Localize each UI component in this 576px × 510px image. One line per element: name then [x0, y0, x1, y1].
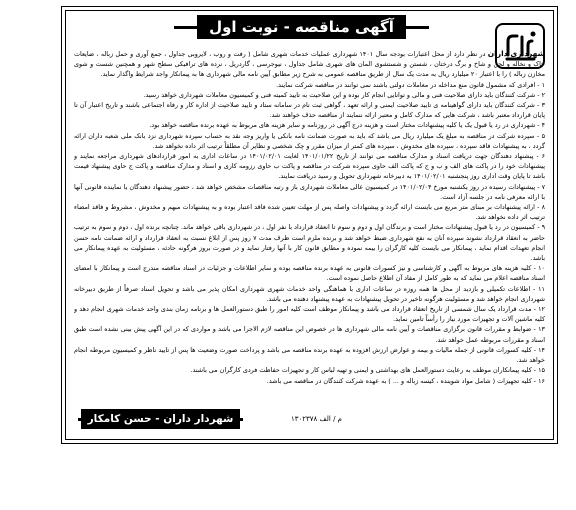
notice-clause: ۱۴ - کلیه کسورات قانونی از جمله مالیات و بیمه و عوارض ارزش افزوده به عهده برنده مناقصه می باشد و پرداخت صورت وضعیت ها پس از تایید ناظر و کمیسیون مربوطه انجام خواهد شد. [74, 345, 545, 365]
notice-clause: ۱۶ - کلیه تجهیزات ( شامل مواد شوینده ، کیسه زباله و ... ) به عهده شرکت کنندگان در مناقصه می باشد. [266, 376, 545, 385]
notice-clause: ۲ - شرکت کنندگان باید دارای صلاحیت فنی و مالی و توانایی انجام کار بوده و این صلاحیت به تایید کمیته فنی و کمیسیون معاملات شهرداری خواهد رسید. [143, 90, 545, 99]
tender-notice [61, 6, 558, 444]
notice-clause: ۹ - کمیسیون در رد یا قبول پیشنهادات مختار است و برندگان اول و دوم و سوم تا انعقاد قرارداد با نفر اول ، در شهرداری باقی خواهد ماند. چنانچه برنده اول ، دوم و سوم به ترتیب حاضر به انعقاد قرارداد نشوند سپرده آنان به نفع شهرداری ضبط خواهد شد و برنده ملزم است ظرف مدت ۷ روز پس از ابلاغ نسبت به انعقاد قرارداد و ارائه ضمانت نامه حسن انجام تعهدات اقدام نماید ، پیمانکار می بایست کلیه کارگران را بیمه نموده و مطابق قانون کار با آنها رفتار نماید و در صورت بروز هرگونه حادثه ، مسئولیت به عهده پیمانکار می باشد. [74, 223, 545, 263]
mayor-signature: شهردار داران - حسن کامکار [81, 409, 241, 429]
notice-lead: شهرداری داران [487, 49, 545, 58]
notice-clause: ۱۳ - ضوابط و مقررات قانون برگزاری مناقصات و آیین نامه مالی شهرداری ها در خصوص این مناقصه لازم الاجرا می باشد و مواردی که در این آگهی پیش بینی نشده است طبق اسناد و مقررات مربوطه عمل خواهد شد. [74, 325, 545, 344]
notice-body [74, 49, 545, 397]
notice-title: آگهی مناقصه - نوبت اول [197, 15, 406, 39]
notice-header [174, 15, 429, 39]
notice-clause: ۶ - پیشنهاد دهندگان جهت دریافت اسناد و مدارک مناقصه می توانند از تاریخ ۱۴۰۱/۰۱/۲۲ لغایت ۱۴۰۱/۰۲/۰۱ در ساعات اداری به امور قراردادهای شهرداری مراجعه نمایند و پیشنهادات خود را در پاکت های الف و ب و ج که پاکت الف حاوی سپرده شرکت در مناقصه و پاکت ب حاوی رزومه کاری و اسناد و مدارک مناقصه و پاکت ج حاوی پیشنهاد قیمت باشد تا پایان وقت اداری روز پنجشنبه ۱۴۰۱/۰۲/۰۱ به دبیرخانه شهرداری تحویل و رسید دریافت نمایند. [74, 152, 545, 181]
header-dash-right [406, 26, 429, 29]
header-dash-left [174, 26, 197, 29]
notice-clause: ۱۱ - اطلاعات تکمیلی و بازدید از محل ها همه روزه در ساعات اداری با هماهنگی واحد خدمات شهری شهرداری امکان پذیر می باشد و تحویل اسناد صرفاً از طریق دبیرخانه شهرداری انجام خواهد شد و مسئولیت هرگونه تاخیر در تحویل پیشنهادات به عهده پیشنهاد دهنده می باشد. [74, 284, 545, 303]
notice-paragraph [74, 49, 545, 80]
notice-frame [65, 10, 554, 440]
notice-clause: ۸ - ارائه پیشنهادات بر مبنای متر مربع می بایست ارائه گردد و پیشنهادات واصله پس از مهلت تعیین شده فاقد اعتبار بوده و به پیشنهادات مبهم و مخدوش ، مشروط و فاقد امضاء ترتیب اثر داده نخواهد شد. [74, 203, 545, 222]
signature-dash-right [240, 418, 243, 421]
notice-clause: ۱۰ - کلیه هزینه های مربوط به آگهی و کارشناسی و نیز کسورات قانونی به عهده برنده مناقصه بوده و سایر اطلاعات و جزئیات در اسناد مناقصه مندرج است و پیمانکار با امضای اسناد مناقصه اعلام می نماید که به طور کامل از مفاد آن اطلاع حاصل نموده است. [74, 264, 545, 283]
notice-clause: ۵ - سپرده شرکت در مناقصه به مبلغ یک میلیارد ریال می باشد که باید به صورت ضمانت نامه بانکی یا واریز وجه نقد به حساب سپرده شهرداری نزد بانک ملی شعبه داران ارائه گردد ، به پیشنهادات فاقد سپرده ، سپرده های مخدوش ، سپرده های کمتر از میزان مقرر و چک شخصی و نظایر آن مطلقاً ترتیب اثر داده نخواهد شد. [74, 131, 545, 150]
notice-clause: ۴ - شهرداری در رد یا قبول یک یا کلیه پیشنهادات مختار است و هزینه درج آگهی در روزنامه و سایر هزینه های مربوط به عهده برنده مناقصه خواهد بود. [149, 121, 545, 130]
notice-clause: ۱ - افرادی که مشمول قانون منع مداخله در معاملات دولتی باشند نمی توانند در مناقصه شرکت نمایند. [276, 80, 545, 89]
notice-code: م / الف ۱۳۰۲۳۷۸ [291, 415, 343, 423]
notice-clause: ۱۵ - کلیه پیمانکاران موظف به رعایت دستورالعمل های بهداشتی و ایمنی و تهیه لباس کار و تجهیزات حفاظت فردی کارگران می باشند. [190, 366, 545, 375]
notice-clause: ۷ - پیشنهادات رسیده در روز یکشنبه مورخ ۱۴۰۱/۰۲/۰۴ در کمیسیون عالی معاملات شهرداری باز و رتبه مناقصات مشخص خواهد شد ، حضور پیشنهاد دهندگان یا نماینده قانونی آنها با ارائه معرفی نامه در جلسه آزاد است. [74, 182, 545, 201]
signature-block [78, 409, 243, 429]
notice-clause: ۱۲ - مدت قرارداد یک سال شمسی از تاریخ انعقاد قرارداد می باشد و پیمانکار موظف است کلیه امور را طبق دستورالعمل ها و برنامه زمان بندی واحد خدمات شهری انجام دهد و کلیه ماشین آلات و تجهیزات مورد نیاز را رأساً تامین نماید. [74, 305, 545, 324]
notice-clause: ۳ - شرکت کنندگان باید دارای گواهینامه ی تایید صلاحیت ایمنی و ارائه تعهد ، گواهی ثبت نام در سامانه ستاد و تایید صلاحیت از اداره کار و رفاه اجتماعی باشند و تاریخ اعتبار آن تا پایان قرارداد معتبر باشد ، شرکت هایی که مدارک کامل و معتبر ارائه ننمایند از مناقصه حذف خواهند شد. [74, 101, 545, 120]
notice-intro: در نظر دارد از محل اعتبارات بودجه سال ۱۴۰۱ شهرداری عملیات خدمات شهری شامل ( رفت و روب ، لایروبی جداول ، جمع آوری و حمل زباله ، ضایعات خاک و نخاله و لجن و شاخ و برگ درختان ، شستن و شستشوی المان های شهری شامل جداول ، نیوجرسی ، گاردریل ، نرده های ترافیکی سطح شهر و همچنین شست و شوی مخازن زباله ) را با اعتبار ۲۰ میلیارد ریال به مدت یک سال از طریق مناقصه عمومی به شرح زیر مطابق آیین نامه مالی شهرداری ها به پیمانکار واجد شرایط واگذار نماید. [74, 50, 545, 79]
